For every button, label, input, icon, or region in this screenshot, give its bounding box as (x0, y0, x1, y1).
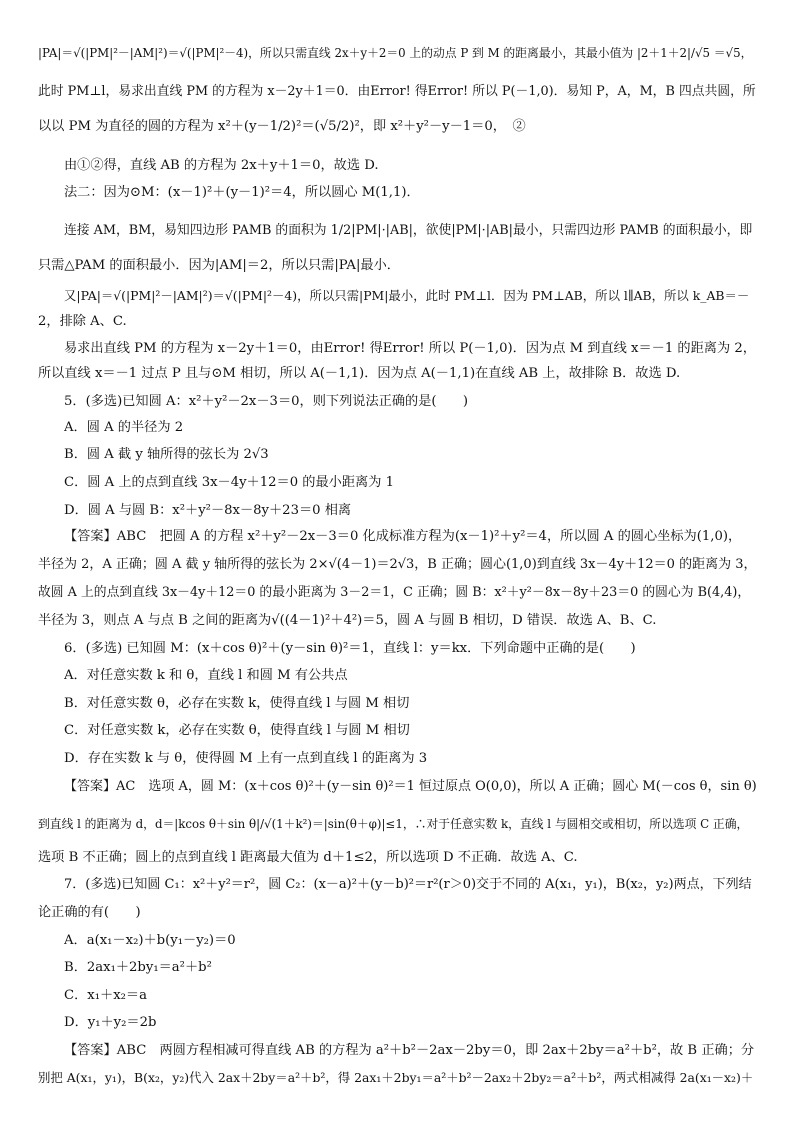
option-b: B．2ax₁＋2by₁＝a²＋b² (64, 960, 212, 975)
text-line: 又|PA|＝√(|PM|²－|AM|²)＝√(|PM|²－4)，所以只需|PM|最小，此时 PM⊥l．因为 PM⊥AB，所以 l∥AB，所以 k_AB＝－ (64, 288, 750, 303)
question-6: 6．(多选) 已知圆 M：(x＋cos θ)²＋(y－sin θ)²＝1，直线 l：y＝kx．下列命题中正确的是( ) (64, 641, 636, 656)
text-line: 只需△PAM 的面积最小．因为|AM|＝2，所以只需|PA|最小． (38, 258, 400, 273)
option-a: A．a(x₁－x₂)＋b(y₁－y₂)＝0 (64, 933, 236, 948)
option-d: D．y₁＋y₂＝2b (64, 1015, 157, 1030)
text-line: |PA|＝√(|PM|²－|AM|²)＝√(|PM|²－4)，所以只需直线 2x＋y＋2＝0 上的动点 P 到 M 的距离最小，其最小值为 |2＋1＋2|/√5 ＝√5， (38, 46, 753, 60)
text-line: 以以 PM 为直径的圆的方程为 x²＋(y－1/2)²＝(√5/2)²，即 x²＋y²－y－1＝0， ② (38, 119, 526, 134)
text-line: 由①②得，直线 AB 的方程为 2x＋y＋1＝0，故选 D. (64, 158, 379, 173)
text-line: 半径为 2，A 正确；圆 A 截 y 轴所得的弦长为 2×√(4－1)＝2√3，B 正确；圆心(1,0)到直线 3x－4y＋12＝0 的距离为 3， (38, 557, 757, 572)
text-line: 所以直线 x＝－1 过点 P 且与⊙M 相切，所以 A(－1,1)．因为点 A(－1,1)在直线 AB 上，故排除 B．故选 D. (38, 366, 681, 381)
text-line: 到直线 l 的距离为 d，d＝|kcos θ＋sin θ|/√(1＋k²)＝|sin(θ＋φ)|≤1，∴对于任意实数 k，直线 l 与圆相交或相切，所以选项 C 正确， (38, 817, 749, 831)
answer-line: 【答案】ABC 把圆 A 的方程 x²＋y²－2x－3＝0 化成标准方程为(x－1)²＋y²＝4，所以圆 A 的圆心坐标为(1,0)， (64, 529, 742, 544)
option-d: D．圆 A 与圆 B：x²＋y²－8x－8y＋23＝0 相离 (64, 503, 352, 518)
option-b: B．圆 A 截 y 轴所得的弦长为 2√3 (64, 447, 269, 462)
option-c: C．x₁＋x₂＝a (64, 988, 147, 1003)
text-line: 2，排除 A、C. (38, 314, 127, 329)
text-line: 论正确的有( ) (38, 905, 141, 920)
option-c: C．对任意实数 k，必存在实数 θ，使得直线 l 与圆 M 相切 (64, 723, 410, 738)
text-line: 连接 AM，BM，易知四边形 PAMB 的面积为 1/2|PM|·|AB|，欲使|PM|·|AB|最小，只需四边形 PAMB 的面积最小，即 (64, 223, 753, 238)
text-line: 此时 PM⊥l，易求出直线 PM 的方程为 x－2y＋1＝0．由Error! 得Error! 所以 P(－1,0)．易知 P，A，M，B 四点共圆，所 (38, 84, 756, 99)
text-line: 别把 A(x₁，y₁)，B(x₂，y₂)代入 2ax＋2by＝a²＋b²，得 2ax₁＋2by₁＝a²＋b²－2ax₂＋2by₂＝a²＋b²，两式相减得 2a(x₁－x₂)＋ (38, 1070, 754, 1085)
text-line: 故圆 A 上的点到直线 3x－4y＋12＝0 的最小距离为 3－2＝1，C 正确；圆 B：x²＋y²－8x－8y＋23＝0 的圆心为 B(4,4)， (38, 585, 751, 600)
question-5: 5．(多选)已知圆 A：x²＋y²－2x－3＝0，则下列说法正确的是( ) (64, 394, 469, 409)
question-7: 7．(多选)已知圆 C₁：x²＋y²＝r²，圆 C₂：(x－a)²＋(y－b)²＝r²(r＞0)交于不同的 A(x₁，y₁)，B(x₂，y₂)两点，下列结 (64, 877, 752, 892)
option-c: C．圆 A 上的点到直线 3x－4y＋12＝0 的最小距离为 1 (64, 475, 394, 490)
text-line: 法二：因为⊙M：(x－1)²＋(y－1)²＝4，所以圆心 M(1,1)． (64, 185, 420, 200)
option-a: A．对任意实数 k 和 θ，直线 l 和圆 M 有公共点 (64, 668, 348, 683)
answer-line: 【答案】ABC 两圆方程相减可得直线 AB 的方程为 a²＋b²－2ax－2by＝0，即 2ax＋2by＝a²＋b²，故 B 正确；分 (64, 1043, 755, 1058)
answer-line: 【答案】AC 选项 A，圆 M：(x＋cos θ)²＋(y－sin θ)²＝1 恒过原点 O(0,0)，所以 A 正确；圆心 M(－cos θ，sin θ) (64, 779, 757, 794)
text-line: 易求出直线 PM 的方程为 x－2y＋1＝0，由Error! 得Error! 所以 P(－1,0)．因为点 M 到直线 x＝－1 的距离为 2， (64, 341, 756, 356)
option-d: D．存在实数 k 与 θ，使得圆 M 上有一点到直线 l 的距离为 3 (64, 751, 428, 766)
text-line: 选项 B 不正确；圆上的点到直线 l 距离最大值为 d＋1≤2，所以选项 D 不正确．故选 A、C. (38, 850, 578, 865)
option-a: A．圆 A 的半径为 2 (64, 420, 184, 435)
option-b: B．对任意实数 θ，必存在实数 k，使得直线 l 与圆 M 相切 (64, 696, 410, 711)
text-line: 半径为 3，则点 A 与点 B 之间的距离为√((4－1)²＋4²)＝5，圆 A 与圆 B 相切，D 错误．故选 A、B、C. (38, 613, 657, 628)
